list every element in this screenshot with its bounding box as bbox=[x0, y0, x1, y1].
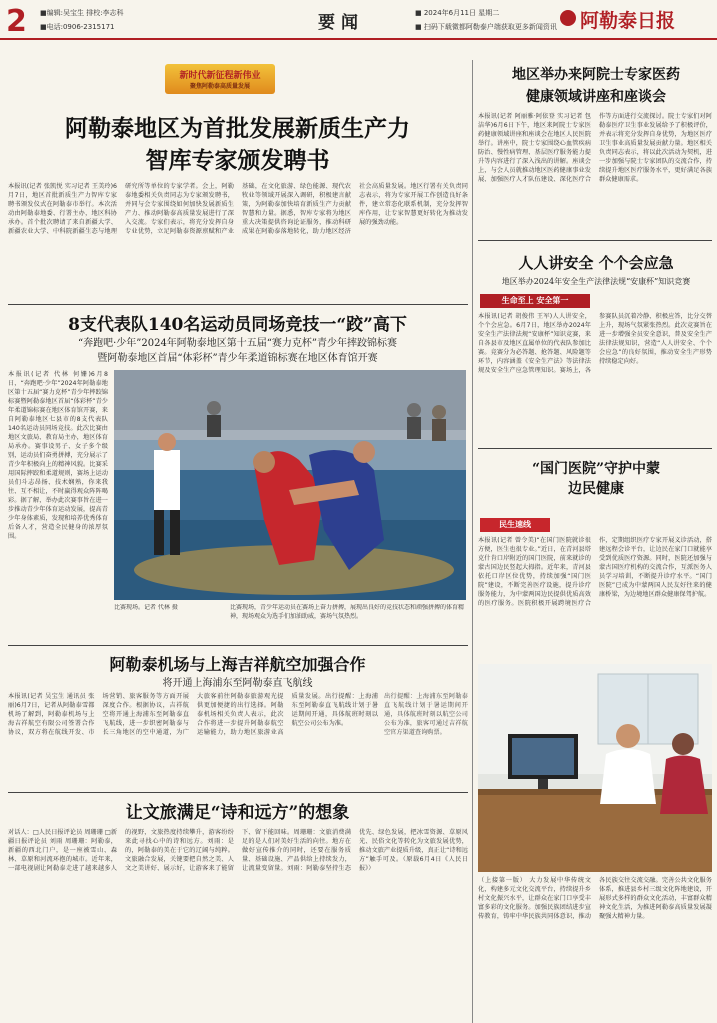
divider bbox=[478, 448, 712, 449]
wrestling-photo bbox=[114, 370, 466, 600]
right2-tag: 生命至上 安全第一 bbox=[480, 294, 590, 308]
article1-title-line1: 阿勒泰地区为首批发展新质生产力 bbox=[65, 115, 410, 142]
article3-info: 出行提醒：上海浦东至阿勒泰直飞航线计划于暑运期间开通，具体航班时刻以航空公司公布为准，旅客可通过吉祥航空官方渠道查询购票。 bbox=[384, 693, 468, 736]
section-title: 要闻 bbox=[318, 13, 364, 33]
article4-title: 让文旅满足“诗和远方”的想象 bbox=[125, 803, 350, 823]
theme-banner bbox=[165, 64, 275, 94]
clinic-photo bbox=[478, 664, 712, 872]
article4-body: 对话人：□人民日报评论员 周珊珊 □新疆日报评论员 刘雨 周珊珊：阿勒泰，新疆的西北门户，是一座被雪山、森林、草原和河流环抱的城市。近年来，一部电视剧让阿勒泰走进了越来越多人的视野，文旅热度持续攀升，游客纷纷来此寻找心中的诗和远方。刘雨：是的，阿勒泰的美在于它的辽阔与纯粹。文旅融合发展，关键要把自然之美、人文之美讲好、展示好，让游客来了能留下、留下能回味。周珊珊：文旅消费满足的是人们对美好生活的向往。地方在做好宣传推介的同时，还要在服务质量、基础设施、产品供给上持续发力，让流量变留量。刘雨：阿勒泰坚持生态优先、绿色发展，把冰雪资源、草原风光、民俗文化等转化为文旅发展优势，推动文旅产业提质升级，真正让“诗和远方”触手可及。（原载6月4日《人民日报》） bbox=[8, 829, 468, 872]
right4-body: （上接第一版） 大力发展中华传统文化，构建多元文化交流平台，持续提升乡村文化振兴水平，让群众在家门口享受丰富多彩的文化服务。加强民族团结进步宣传教育，铸牢中华民族共同体意识，推动各民族交往交流交融。完善公共文化服务体系，推进县乡村三级文化阵地建设，开展形式多样的群众文化活动，丰富群众精神文化生活，为推进阿勒泰高质量发展凝聚强大精神力量。 bbox=[478, 877, 712, 920]
article2-subtitle1: “奔跑吧·少年”2024年阿勒泰地区第十五届“赛力克杯”青少年摔跤锦标赛 bbox=[77, 338, 398, 349]
right3-title-line1: “国门医院”守护中蒙 bbox=[531, 461, 661, 477]
article1-body: 本报讯(记者 张凯悦 实习记者 王美玲)6月7日，地区首批新质生产力智库专家聘书颁发仪式在阿勒泰市举行。本次活动由阿勒泰地委、行署主办，地区科协承办。首个批次聘请了来自新疆大学、新疆农业大学、中科院新疆生态与地理研究所等单位的专家学者。会上，阿勒泰地委相关负责同志为专家颁发聘书，并同与会专家围绕如何加快发展新质生产力、推动阿勒泰高质量发展进行了深入交流。专家们表示，将充分发挥自身专业优势，立足阿勒泰资源禀赋和产业基础，在文化旅游、绿色能源、现代农牧业等领域开展深入调研，积极建言献策，为阿勒泰加快培育新质生产力贡献智慧和力量。据悉，智库专家将为地区重大决策提供咨询论证服务，推动科研成果在阿勒泰落地转化，助力地区经济社会高质量发展。地区行署有关负责同志表示，将为专家开展工作创造良好条件，建立常态化联系机制，充分发挥智库作用，让专家智慧更好转化为推动发展的强劲动能。 bbox=[8, 183, 468, 235]
article2-photo-caption: 比赛现场。记者 代林 摄 bbox=[114, 604, 178, 611]
banner-subtitle: 聚焦阿勒泰高质量发展 bbox=[189, 83, 250, 90]
article3-body: 本报讯(记者 吴宝生 通讯员 张丽)6月7日，记者从阿勒泰雪都机场了解到，阿勒泰机场与上海吉祥航空有限公司签署合作协议，双方将在航线开发、市场营销、旅客服务等方面开展深度合作。根据协议，吉祥航空将开通上海浦东至阿勒泰直飞航线，进一步织密阿勒泰与长三角地区的空中通道，为广大旅客前往阿勒泰旅游观光提供更加便捷的出行选择。阿勒泰机场相关负责人表示，此次合作将进一步提升阿勒泰航空运输能力，助力地区旅游业高质量发展。出行提醒：上海浦东至阿勒泰直飞航线计划于暑运期间开通，具体航班时刻以航空公司公布为准。 bbox=[8, 693, 378, 736]
article2-title: 8支代表队140名运动员同场竞技一“跤”高下 bbox=[68, 315, 407, 335]
newspaper-brand: 阿勒泰日报 bbox=[580, 10, 676, 32]
article1-title-line2: 智库专家颁发聘书 bbox=[145, 147, 330, 174]
article2-caption-body: 比赛现场，青少年运动员在赛场上奋力拼搏，展现出良好的竞技状态和顽强拼搏的体育精神，现场观众为选手们加油助威，赛场气氛热烈。 bbox=[230, 604, 465, 620]
article2-body: 本报讯(记者 代林 何姗)6月8日，“奔跑吧·少年”2024年阿勒泰地区第十五届“赛力克杯”青少年摔跤锦标赛暨阿勒泰地区首届“体彩杯”青少年柔道锦标赛在地区体育馆开赛，来自阿勒泰地区七县市的8支代表队140名运动员同场竞技。此次比赛由地区文旅局、教育局主办，地区体育局承办。赛事设男子、女子多个级别，运动员们奋勇拼搏，充分展示了青少年积极向上的精神风貌。比赛采用国际摔跤和柔道规则，赛场上运动员们斗志昂扬、技术娴熟，你来我往、互不相让，不时赢得观众阵阵喝彩。据了解，举办此次赛事旨在进一步推动青少年体育运动发展，提高青少年身体素质，发现和培养优秀体育后备人才，营造全民健身的浓厚氛围。 bbox=[8, 371, 108, 540]
article2-subtitle2: 暨阿勒泰地区首届“体彩杯”青少年柔道锦标赛在地区体育馆开赛 bbox=[97, 353, 378, 364]
logo-icon bbox=[560, 10, 576, 26]
wrestling-image bbox=[114, 370, 466, 600]
editor-line: ■编辑:吴宝生 排校:李志科 bbox=[40, 9, 124, 17]
article3-title: 阿勒泰机场与上海吉祥航空加强合作 bbox=[109, 655, 366, 674]
divider bbox=[478, 240, 712, 241]
right2-subtitle: 地区举办2024年安全生产法律法规“安康杯”知识竞赛 bbox=[501, 277, 691, 286]
right2-title: 人人讲安全 个个会应急 bbox=[518, 254, 674, 272]
divider bbox=[8, 645, 468, 646]
phone-line: ■电话:0906-2315171 bbox=[40, 23, 115, 31]
clinic-image bbox=[478, 664, 712, 872]
column-divider bbox=[472, 60, 473, 1023]
divider bbox=[8, 304, 468, 305]
right1-title-line2: 健康领域讲座和座谈会 bbox=[526, 89, 666, 105]
issue-date: ■ 2024年6月11日 星期二 bbox=[415, 9, 500, 17]
right3-body: 本报讯(记者 曾令美)“在国门医院就诊很方便，医生也很专业。”近日，在青河县塔克什肯口岸附近的国门医院，前来就诊的蒙古国边民竖起大拇指。近年来，青河县依托口岸区位优势，持续加强“国门医院”建设，不断完善医疗设施，提升诊疗服务能力，为中蒙两国边民提供优质高效的医疗服务。医院积极开展跨境医疗合作，定期组织医疗专家开展义诊活动，搭建远程会诊平台，让边民在家门口就能享受到优质医疗资源。同时，医院还加强与蒙古国医疗机构的交流合作，互派医务人员学习培训，不断提升诊疗水平。“国门医院”已成为中蒙两国人民友好往来的健康桥梁，为边境地区群众健康保驾护航。 bbox=[478, 537, 712, 607]
scan-hint: ■ 扫码下载微都阿勒泰户端获取更多新闻资讯 bbox=[415, 23, 557, 31]
right2-body: 本报讯(记者 胡俊伟 王军)人人讲安全，个个会应急。6月7日，地区举办2024年安全生产法律法规“安康杯”知识竞赛，来自各县市及地区直属单位的代表队参加比赛。竞赛分为必答题、抢答题、风险题等环节，内容涵盖《安全生产法》等法律法规及安全生产应急管理知识。赛场上，各参赛队员沉着冷静、积极应答，比分交替上升，现场气氛紧张热烈。此次竞赛旨在进一步增强全员安全意识，普及安全生产法律法规知识，营造“人人讲安全、个个会应急”的良好氛围，推动安全生产形势持续稳定向好。 bbox=[478, 313, 712, 374]
right1-body: 本报讯(记者 阿丽雅·阿依登 实习记者 包洁华)6月6日下午，地区来阿院士专家医药健康领域讲座和座谈会在地区人民医院举行。讲座中，院士专家围绕心血管疾病防治、慢性病管理、基层医疗服务能力提升等内容进行了深入浅出的讲解。座谈会上，与会人员就推动地区医药健康事业发展、加强医疗人才队伍建设、深化医疗合作等方面进行交流探讨。院士专家们对阿勒泰医疗卫生事业发展给予了积极评价，并表示将充分发挥自身优势，为地区医疗卫生事业高质量发展贡献力量。地区相关负责同志表示，将以此次活动为契机，进一步加强与院士专家团队的交流合作，持续提升地区医疗服务水平，更好满足各族群众健康需求。 bbox=[478, 113, 712, 183]
right3-title-line2: 边民健康 bbox=[568, 481, 624, 497]
right3-tag: 民生速线 bbox=[480, 518, 550, 532]
page-number: 2 bbox=[6, 4, 27, 39]
banner-title: 新时代新征程新伟业 bbox=[179, 71, 261, 81]
right1-title-line1: 地区举办来阿院士专家医药 bbox=[512, 67, 680, 83]
page-header bbox=[0, 0, 717, 40]
article3-subtitle: 将开通上海浦东至阿勒泰直飞航线 bbox=[162, 678, 313, 689]
divider bbox=[8, 792, 468, 793]
